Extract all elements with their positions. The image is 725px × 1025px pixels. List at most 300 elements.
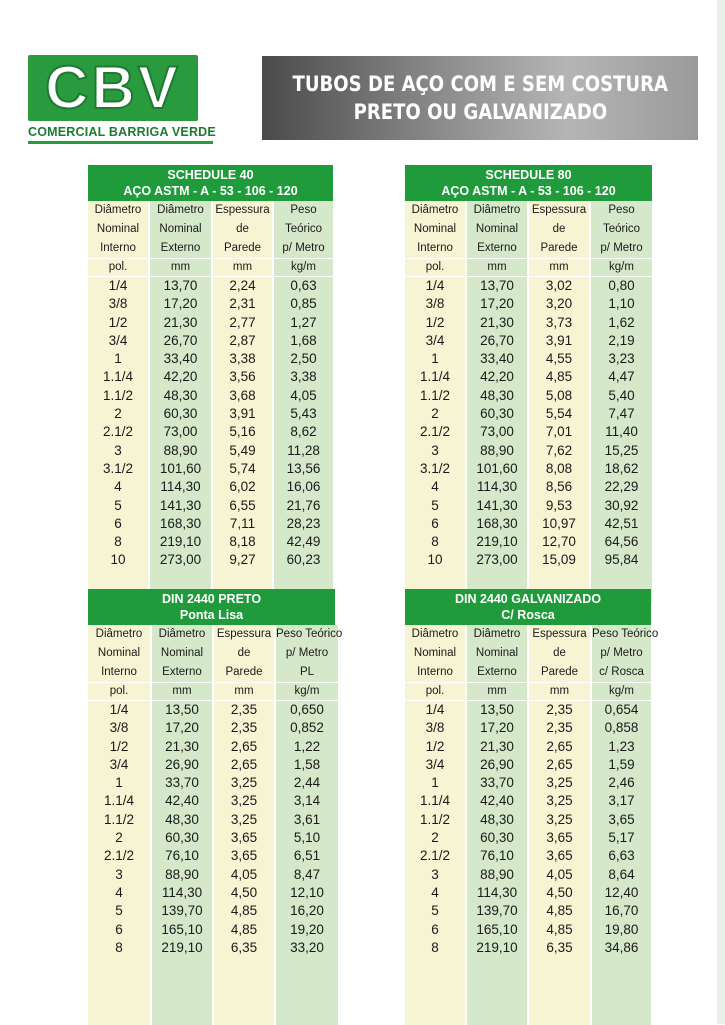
table-cell: 12,10 xyxy=(290,884,324,900)
table-cell: 165,10 xyxy=(161,921,203,937)
column-header-text: Peso xyxy=(290,204,317,216)
table-cell: 2.1/2 xyxy=(102,424,134,440)
table-cell: 42,51 xyxy=(604,515,639,531)
column-header-text: Parede xyxy=(223,242,262,254)
table-cell: 76,10 xyxy=(480,848,514,864)
banner-title-line-1: TUBOS DE AÇO COM E SEM COSTURA xyxy=(292,72,668,96)
table-cell: 17,20 xyxy=(480,296,514,312)
table-cell: 7,11 xyxy=(229,515,256,531)
table-cell: 3,38 xyxy=(290,369,317,385)
table-cell: 13,50 xyxy=(480,702,514,717)
table-cell: 7,62 xyxy=(545,442,573,458)
table-cell: 5 xyxy=(115,903,123,919)
column-header-text: Espessura xyxy=(531,204,587,216)
table-cell: 3/8 xyxy=(109,720,129,736)
table-cell: 8,47 xyxy=(293,866,321,882)
table-cell: 3,17 xyxy=(608,793,635,809)
table-cell: 1/4 xyxy=(108,278,128,293)
unit-cell: kg/m xyxy=(592,682,651,701)
table-cell: 26,90 xyxy=(480,756,514,772)
column-espessura-parede xyxy=(214,625,274,1025)
table-cell: 2,87 xyxy=(229,332,256,348)
table-cell: 48,30 xyxy=(163,387,198,403)
table-cell: 5 xyxy=(431,903,439,919)
table-cell: 141,30 xyxy=(159,497,202,513)
table-cell: 3,25 xyxy=(230,775,258,791)
table-cell: 3,25 xyxy=(546,811,573,827)
table-title-line-1: DIN 2440 GALVANIZADO xyxy=(454,592,602,606)
column-header-text: Nominal xyxy=(475,647,519,659)
table-cell: 4,85 xyxy=(546,903,573,919)
table-cell: 7,47 xyxy=(608,406,635,422)
table-cell: 13,50 xyxy=(165,702,199,717)
table-cell: 2.1/2 xyxy=(419,424,451,440)
column-header-text: Teórico xyxy=(284,223,323,235)
table-cell: 6,51 xyxy=(293,848,321,864)
table-cell: 219,10 xyxy=(159,534,202,550)
table-cell: 3/8 xyxy=(108,296,128,312)
table-cell: 73,00 xyxy=(480,424,514,440)
table-cell: 26,70 xyxy=(480,332,514,348)
table-cell: 10 xyxy=(110,552,126,568)
column-header-text: Peso Teórico xyxy=(592,628,659,640)
column-header-text: de xyxy=(552,223,566,235)
column-diametro-externo xyxy=(467,201,527,603)
table-cell: 21,76 xyxy=(286,497,321,513)
table-cell: 2.1/2 xyxy=(419,848,451,864)
table-cell: 3,65 xyxy=(230,848,258,864)
table-cell: 3,25 xyxy=(546,793,573,809)
table-cell: 1,27 xyxy=(290,314,317,330)
table-cell: 17,20 xyxy=(163,296,198,312)
table-cell: 0,654 xyxy=(604,702,639,717)
table-cell: 21,30 xyxy=(163,314,198,330)
table-cell: 3,65 xyxy=(230,830,258,846)
column-header-text: p/ Metro xyxy=(285,647,329,659)
table-title-line-2: AÇO ASTM - A - 53 - 106 - 120 xyxy=(123,184,298,198)
column-peso-teorico xyxy=(591,201,652,603)
table-cell: 4,47 xyxy=(608,369,635,385)
table-title-header xyxy=(88,165,333,201)
table-cell: 2 xyxy=(431,830,439,846)
table-cell: 1.1/4 xyxy=(102,369,134,385)
table-cell: 5,40 xyxy=(608,387,635,403)
table-cell: 2,44 xyxy=(293,775,321,791)
table-cell: 141,30 xyxy=(476,497,518,513)
column-header-text: Externo xyxy=(477,242,517,254)
table-cell: 19,20 xyxy=(290,921,324,937)
table-cell: 88,90 xyxy=(480,442,514,458)
table-cell: 4,55 xyxy=(545,351,573,367)
column-header-text: Nominal xyxy=(413,647,457,659)
table-cell: 60,30 xyxy=(165,830,199,846)
table-cell: 101,60 xyxy=(476,460,518,476)
table-cell: 4 xyxy=(431,479,439,495)
banner-title-line-2: PRETO OU GALVANIZADO xyxy=(353,100,607,124)
table-cell: 5 xyxy=(114,497,122,513)
unit-cell: mm xyxy=(214,682,274,701)
table-cell: 6 xyxy=(431,921,439,937)
column-header-text: de xyxy=(236,223,249,235)
table-cell: 0,85 xyxy=(290,296,317,312)
table-title-header xyxy=(405,165,652,201)
table-cell: 1/4 xyxy=(425,702,445,717)
table-cell: 8 xyxy=(114,534,122,550)
table-cell: 30,92 xyxy=(604,497,639,513)
table-cell: 5,49 xyxy=(229,442,256,458)
table-cell: 6 xyxy=(431,515,439,531)
column-header-text: Nominal xyxy=(159,223,202,235)
table-cell: 4,85 xyxy=(230,921,258,937)
column-diametro-interno xyxy=(405,625,465,1025)
table-cell: 2,31 xyxy=(229,296,256,312)
table-cell: 13,56 xyxy=(286,460,321,476)
table-cell: 101,60 xyxy=(159,460,202,476)
table-cell: 5,54 xyxy=(545,406,573,422)
column-header-text: Nominal xyxy=(160,647,204,659)
table-cell: 2,65 xyxy=(546,738,573,754)
table-cell: 26,70 xyxy=(163,332,198,348)
table-cell: 4 xyxy=(114,479,122,495)
table-cell: 4,85 xyxy=(230,903,258,919)
column-header-text: Diâmetro xyxy=(473,628,521,640)
table-cell: 88,90 xyxy=(165,866,199,882)
table-cell: 3 xyxy=(115,866,123,882)
column-header-text: Teórico xyxy=(602,223,641,235)
table-cell: 42,20 xyxy=(480,369,514,385)
table-cell: 17,20 xyxy=(165,720,199,736)
table-cell: 3,61 xyxy=(293,811,321,827)
table-cell: 3/4 xyxy=(109,756,129,772)
unit-cell: mm xyxy=(467,258,527,277)
column-header-text: Diâmetro xyxy=(95,628,143,640)
table-cell: 1/2 xyxy=(425,738,445,754)
table-cell: 48,30 xyxy=(165,811,199,827)
column-header-text: Nominal xyxy=(413,223,457,235)
table-cell: 3/4 xyxy=(108,332,128,348)
table-cell: 219,10 xyxy=(476,534,518,550)
column-diametro-interno xyxy=(88,625,150,1025)
table-cell: 3,65 xyxy=(546,830,573,846)
table-cell: 273,00 xyxy=(476,552,518,568)
table-cell: 5,10 xyxy=(293,830,321,846)
table-cell: 8 xyxy=(431,534,439,550)
column-header-text: c/ Rosca xyxy=(599,666,644,678)
column-peso-teorico xyxy=(276,625,343,1025)
table-cell: 18,62 xyxy=(604,460,639,476)
table-cell: 5,17 xyxy=(608,830,635,846)
table-cell: 1.1/4 xyxy=(103,793,135,809)
table-title-line-1: SCHEDULE 40 xyxy=(167,168,254,182)
table-cell: 0,852 xyxy=(290,720,324,736)
table-cell: 0,650 xyxy=(290,702,324,717)
table-cell: 2 xyxy=(114,406,122,422)
table-cell: 3,23 xyxy=(608,351,635,367)
table-cell: 4 xyxy=(115,884,123,900)
column-header-text: de xyxy=(553,647,566,659)
table-cell: 2,46 xyxy=(608,775,635,791)
table-cell: 1 xyxy=(114,351,122,367)
table-cell: 28,23 xyxy=(286,515,321,531)
table-cell: 2,35 xyxy=(546,702,573,717)
column-diametro-interno xyxy=(405,201,465,603)
unit-cell: mm xyxy=(529,682,590,701)
table-cell: 1,22 xyxy=(293,738,321,754)
table-cell: 1,23 xyxy=(608,738,635,754)
table-cell: 33,40 xyxy=(480,351,514,367)
column-header-text: Parede xyxy=(540,666,579,678)
table-cell: 15,25 xyxy=(604,442,639,458)
column-diametro-externo xyxy=(467,625,527,1025)
column-header-text: Externo xyxy=(477,666,517,678)
table-cell: 168,30 xyxy=(476,515,518,531)
table-cell: 0,80 xyxy=(608,278,635,293)
table-cell: 8,62 xyxy=(290,424,317,440)
table-cell: 0,858 xyxy=(604,720,639,736)
table-cell: 3,68 xyxy=(229,387,256,403)
table-cell: 1.1/4 xyxy=(419,369,451,385)
table-cell: 9,27 xyxy=(229,552,256,568)
table-cell: 6,02 xyxy=(229,479,256,495)
table-cell: 7,01 xyxy=(545,424,573,440)
column-header-text: Peso xyxy=(608,204,635,216)
table-cell: 13,70 xyxy=(163,278,198,293)
column-espessura-parede xyxy=(213,201,272,603)
table-cell: 1/2 xyxy=(425,314,445,330)
table-cell: 21,30 xyxy=(165,738,199,754)
table-cell: 1 xyxy=(431,775,439,791)
table-cell: 8,18 xyxy=(229,534,256,550)
column-header-text: Diâmetro xyxy=(473,204,521,216)
table-cell: 165,10 xyxy=(476,921,518,937)
table-cell: 48,30 xyxy=(480,387,514,403)
column-header-text: Externo xyxy=(160,242,201,254)
table-title-line-2: AÇO ASTM - A - 53 - 106 - 120 xyxy=(441,184,616,198)
title-banner xyxy=(262,56,698,140)
table-cell: 3,14 xyxy=(293,793,321,809)
table-cell: 22,29 xyxy=(604,479,639,495)
table-cell: 33,70 xyxy=(165,775,199,791)
column-header-text: Interno xyxy=(101,666,137,678)
company-name: COMERCIAL BARRIGA VERDE xyxy=(28,125,216,139)
table-cell: 42,49 xyxy=(286,534,321,550)
table-cell: 11,28 xyxy=(287,442,320,458)
page-edge-strip xyxy=(717,0,725,1024)
table-cell: 42,40 xyxy=(165,793,199,809)
unit-cell: pol. xyxy=(405,258,465,277)
column-header-text: Diâmetro xyxy=(94,204,142,216)
table-cell: 4,85 xyxy=(546,921,573,937)
table-cell: 17,20 xyxy=(480,720,514,736)
table-cell: 6 xyxy=(115,921,123,937)
column-header-text: Diâmetro xyxy=(158,628,206,640)
table-cell: 8 xyxy=(115,939,123,955)
table-cell: 3/4 xyxy=(425,332,445,348)
table-cell: 2,50 xyxy=(290,351,317,367)
table-cell: 273,00 xyxy=(159,552,202,568)
table-cell: 3 xyxy=(431,866,439,882)
table-cell: 139,70 xyxy=(161,903,203,919)
table-cell: 15,09 xyxy=(542,552,576,568)
table-cell: 6,35 xyxy=(230,939,258,955)
table-cell: 4,50 xyxy=(230,884,258,900)
table-cell: 2 xyxy=(115,830,123,846)
table-cell: 1/4 xyxy=(425,278,445,293)
table-cell: 4,85 xyxy=(545,369,573,385)
table-cell: 2,65 xyxy=(230,756,258,772)
table-cell: 2,35 xyxy=(546,720,573,736)
table-cell: 60,23 xyxy=(286,552,321,568)
column-header-text: Interno xyxy=(417,242,453,254)
table-cell: 3,91 xyxy=(545,332,573,348)
table-cell: 3/8 xyxy=(425,720,445,736)
unit-cell: pol. xyxy=(88,682,150,701)
table-cell: 3,73 xyxy=(545,314,573,330)
column-espessura-parede xyxy=(529,201,589,603)
column-header-text: Espessura xyxy=(216,628,272,640)
table-cell: 76,10 xyxy=(165,848,199,864)
column-header-text: Peso Teórico xyxy=(276,628,343,640)
table-cell: 8,64 xyxy=(608,866,635,882)
table-title-line-2: C/ Rosca xyxy=(501,608,555,622)
table-cell: 2.1/2 xyxy=(103,848,135,864)
unit-cell: mm xyxy=(529,258,589,277)
column-header-text: Externo xyxy=(162,666,202,678)
table-cell: 2,35 xyxy=(230,702,258,717)
table-cell: 1 xyxy=(431,351,439,367)
table-title-line-2: Ponta Lisa xyxy=(179,608,244,622)
table-cell: 2,77 xyxy=(229,314,256,330)
table-cell: 8 xyxy=(431,939,439,955)
table-cell: 114,30 xyxy=(160,479,201,495)
table-title-line-1: DIN 2440 PRETO xyxy=(161,592,262,606)
table-cell: 1.1/2 xyxy=(419,811,451,827)
table-cell: 8,08 xyxy=(545,460,573,476)
table-cell: 3.1/2 xyxy=(419,460,451,476)
table-cell: 33,70 xyxy=(480,775,514,791)
cbv-logo xyxy=(28,54,216,145)
table-cell: 3,25 xyxy=(230,793,258,809)
table-cell: 26,90 xyxy=(165,756,199,772)
table-cell: 1,10 xyxy=(608,296,635,312)
table-cell: 4 xyxy=(431,884,439,900)
table-cell: 88,90 xyxy=(480,866,514,882)
table-cell: 10 xyxy=(427,552,443,568)
table-cell: 3,56 xyxy=(229,369,256,385)
table-cell: 0,63 xyxy=(290,278,317,293)
unit-cell: kg/m xyxy=(276,682,338,701)
column-header-text: de xyxy=(237,647,251,659)
table-cell: 34,86 xyxy=(604,939,639,955)
table-title-header xyxy=(88,589,335,625)
column-header-text: Diâmetro xyxy=(157,204,204,216)
unit-cell: pol. xyxy=(405,682,465,701)
unit-cell: mm xyxy=(213,258,272,277)
table-cell: 3,65 xyxy=(546,848,573,864)
table-cell: 13,70 xyxy=(480,278,514,293)
table-cell: 3,91 xyxy=(229,406,256,422)
table-cell: 3,25 xyxy=(230,811,258,827)
table-cell: 42,40 xyxy=(480,793,514,809)
table-cell: 3,02 xyxy=(545,278,573,293)
column-diametro-externo xyxy=(150,201,211,603)
column-header-text: Espessura xyxy=(532,628,587,640)
table-cell: 1/2 xyxy=(108,314,128,330)
table-cell: 2,65 xyxy=(546,756,573,772)
table-cell: 16,20 xyxy=(290,903,324,919)
table-cell: 5,08 xyxy=(545,387,573,403)
unit-cell: kg/m xyxy=(274,258,333,277)
column-header-text: Diâmetro xyxy=(411,628,459,640)
column-header-text: Parede xyxy=(540,242,578,254)
column-header-text: Parede xyxy=(225,666,263,678)
table-cell: 168,30 xyxy=(159,515,202,531)
table-cell: 3,38 xyxy=(229,351,256,367)
table-cell: 10,97 xyxy=(542,515,576,531)
table-cell: 1 xyxy=(115,775,123,791)
column-header-text: PL xyxy=(299,666,315,678)
table-cell: 3/4 xyxy=(425,756,445,772)
table-cell: 12,70 xyxy=(542,534,576,550)
table-cell: 60,30 xyxy=(480,830,514,846)
table-cell: 88,90 xyxy=(163,442,198,458)
table-cell: 60,30 xyxy=(480,406,514,422)
table-cell: 219,10 xyxy=(476,939,518,955)
table-cell: 21,30 xyxy=(480,314,514,330)
table-cell: 5,74 xyxy=(229,460,256,476)
table-cell: 114,30 xyxy=(476,479,518,495)
column-diametro-interno xyxy=(88,201,148,603)
column-espessura-parede xyxy=(529,625,590,1025)
column-header-text: Espessura xyxy=(215,204,270,216)
table-cell: 12,40 xyxy=(604,884,639,900)
logo-letters: CBV xyxy=(45,54,181,121)
table-cell: 114,30 xyxy=(161,884,203,900)
table-cell: 33,40 xyxy=(163,351,198,367)
table-cell: 3,65 xyxy=(608,811,635,827)
table-cell: 114,30 xyxy=(476,884,518,900)
column-header-text: Nominal xyxy=(96,223,140,235)
table-cell: 4,50 xyxy=(546,884,573,900)
table-cell: 1/4 xyxy=(109,702,129,717)
table-cell: 3 xyxy=(431,442,439,458)
table-cell: 1,59 xyxy=(608,756,635,772)
table-cell: 1.1/2 xyxy=(419,387,451,403)
table-cell: 6 xyxy=(114,515,122,531)
column-diametro-externo xyxy=(152,625,212,1025)
table-cell: 139,70 xyxy=(476,903,518,919)
table-cell: 1,62 xyxy=(608,314,635,330)
table-cell: 16,70 xyxy=(604,903,639,919)
table-cell: 6,55 xyxy=(229,497,256,513)
table-cell: 16,06 xyxy=(286,479,321,495)
table-cell: 4,05 xyxy=(546,866,573,882)
table-cell: 60,30 xyxy=(163,406,198,422)
table-cell: 2,24 xyxy=(229,278,256,293)
unit-cell: pol. xyxy=(88,258,148,277)
table-cell: 1.1/2 xyxy=(102,387,134,403)
table-cell: 1,58 xyxy=(293,756,321,772)
table-cell: 1,68 xyxy=(290,332,317,348)
table-cell: 5 xyxy=(431,497,439,513)
table-cell: 4,05 xyxy=(230,866,258,882)
column-peso-teorico xyxy=(592,625,659,1025)
table-cell: 8,56 xyxy=(545,479,573,495)
table-cell: 1.1/4 xyxy=(419,793,451,809)
table-cell: 5,43 xyxy=(290,406,317,422)
column-header-text: Interno xyxy=(417,666,453,678)
column-header-text: p/ Metro xyxy=(600,242,643,254)
